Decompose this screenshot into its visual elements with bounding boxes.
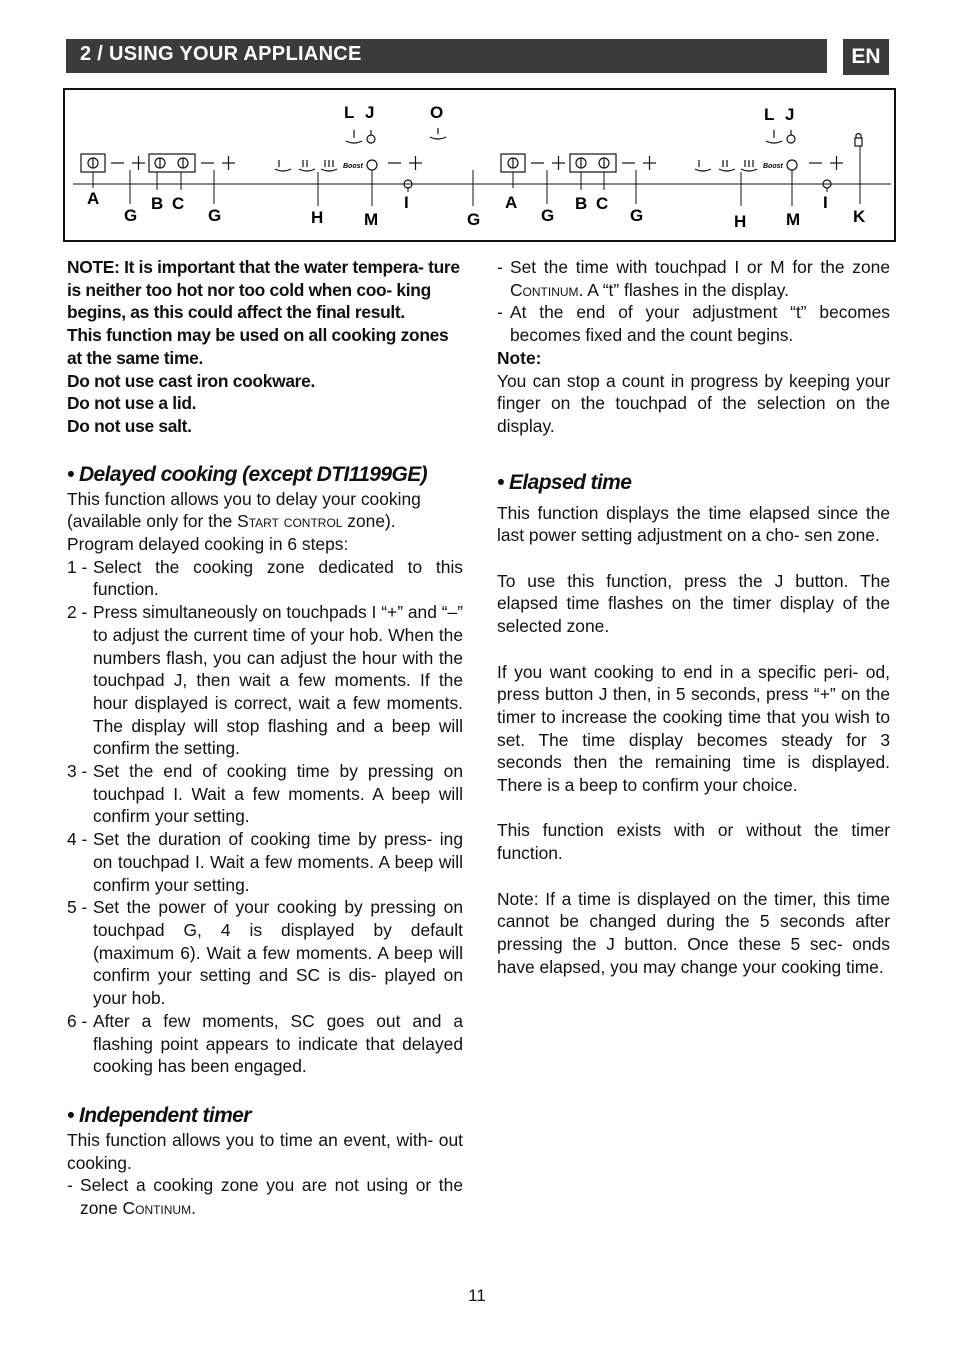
svg-text:J: J	[365, 103, 375, 122]
paragraph: To use this function, press the J button. The elapsed time flashes on the timer display of the selected zone.	[497, 570, 890, 637]
paragraph: This function exists with or without the timer function.	[497, 820, 890, 864]
svg-text:L: L	[344, 103, 355, 122]
note-line: This function may be used on all cooking zones at the same time.	[67, 325, 449, 368]
boost-label-right: Boost	[763, 163, 783, 170]
boost-label-left: Boost	[343, 163, 363, 170]
warning-note	[67, 256, 463, 438]
top-labels	[344, 103, 794, 124]
list-item: 4 - Set the duration of cooking time by press- ing on touchpad I. Wait a few moments. A beep will confirm your setting.	[67, 829, 463, 895]
list-item: 5 - Set the power of your cooking by pressing on touchpad G, 4 is displayed by default (maximum 6). Wait a few moments. A beep will confirm your setting and SC is dis- played on your hob.	[67, 897, 463, 1009]
svg-text:B: B	[575, 194, 588, 213]
svg-text:M: M	[364, 210, 379, 229]
list-item: - At the end of your adjustment “t” becomes becomes fixed and the count begins.	[497, 302, 890, 346]
svg-text:H: H	[311, 208, 324, 227]
leader-lines	[93, 146, 860, 206]
list-item: - Select a cooking zone you are not using or the zone Continum.	[67, 1175, 463, 1219]
section-header: 2 / USING YOUR APPLIANCE	[66, 39, 827, 73]
elapsed-body	[497, 502, 890, 979]
list-item: - Set the time with touchpad I or M for the zone Continum. A “t” flashes in the display.	[497, 257, 890, 300]
svg-text:G: G	[467, 210, 481, 229]
svg-text:G: G	[541, 206, 555, 225]
note-line: Do not use a lid.	[67, 393, 197, 414]
right-column	[497, 254, 890, 978]
note-line: Do not use salt.	[67, 415, 192, 436]
paragraph: Note: If a time is displayed on the timer, this time cannot be changed during the 5 seconds after pressing the J button. Once these 5 sec- onds have elapsed, you may change your cooking time.	[497, 888, 890, 977]
timer-intro: This function allows you to time an event, with- out cooking.	[67, 1129, 463, 1173]
delayed-intro: This function allows you to delay your cooking (available only for the Start control zone).	[67, 488, 421, 532]
svg-text:K: K	[853, 207, 866, 226]
svg-text:H: H	[734, 212, 747, 231]
paragraph: This function displays the time elapsed since the last power setting adjustment on a cho- sen zone.	[497, 502, 890, 546]
svg-text:C: C	[172, 194, 185, 213]
elapsed-time-heading: • Elapsed time	[497, 470, 632, 494]
svg-text:I: I	[404, 193, 409, 212]
timer-list-continued	[497, 256, 890, 347]
control-panel-diagram	[63, 88, 896, 242]
svg-text:L: L	[764, 105, 775, 124]
paragraph: If you want cooking to end in a specific peri- od, press button J then, in 5 seconds, press “+” on the timer to increase the cooking time that you wish to set. The time display becomes steady for 3 seconds then the remaining time is displayed. There is a beep to confirm your choice.	[497, 661, 890, 796]
note-label: Note:	[497, 347, 542, 368]
svg-text:I: I	[823, 193, 828, 212]
bottom-labels	[87, 189, 866, 231]
svg-text:O: O	[430, 103, 444, 122]
list-item: 6 - After a few moments, SC goes out and a flashing point appears to indicate that delayed cooking has been engaged.	[67, 1010, 463, 1077]
left-column	[67, 254, 463, 1220]
svg-text:C: C	[596, 194, 609, 213]
svg-text:M: M	[786, 210, 801, 229]
note-text: You can stop a count in progress by keeping your finger on the touchpad of the selection on the display.	[497, 370, 890, 436]
svg-text:G: G	[208, 206, 222, 225]
control-panel-svg	[65, 90, 894, 240]
language-badge: EN	[843, 39, 889, 75]
svg-text:B: B	[151, 194, 164, 213]
delayed-cooking-heading: • Delayed cooking (except DTI1199GE)	[67, 462, 427, 486]
delayed-steps-intro: Program delayed cooking in 6 steps:	[67, 534, 349, 555]
list-item: 3 - Set the end of cooking time by pressing on touchpad I. Wait a few moments. A beep will confirm your setting.	[67, 761, 463, 827]
timer-list	[67, 1174, 463, 1219]
note-line: Do not use cast iron cookware.	[67, 370, 316, 391]
list-item: 2 - Press simultaneously on touchpads I “+” and “–” to adjust the current time of your hob. When the numbers flash, you can adjust the hour with the touchpad J, then wait a few moments. If the hour displayed is correct, wait a few moments. The display will stop flashing and a beep will confirm the setting.	[67, 602, 463, 759]
list-item: 1 - Select the cooking zone dedicated to this function.	[67, 556, 463, 600]
svg-text:A: A	[87, 189, 100, 208]
note-line: NOTE: It is important that the water tempera- ture is neither too hot nor too cold when coo- king begins, as this could affect the final result.	[67, 257, 460, 323]
svg-text:A: A	[505, 193, 518, 212]
independent-timer-heading: • Independent timer	[67, 1103, 251, 1127]
delayed-steps-list	[67, 556, 463, 1078]
right-symbol-row	[501, 130, 862, 188]
svg-text:J: J	[785, 105, 795, 124]
svg-text:G: G	[124, 206, 138, 225]
left-symbol-row	[81, 128, 446, 188]
svg-text:G: G	[630, 206, 644, 225]
page-number: 11	[468, 1286, 486, 1305]
